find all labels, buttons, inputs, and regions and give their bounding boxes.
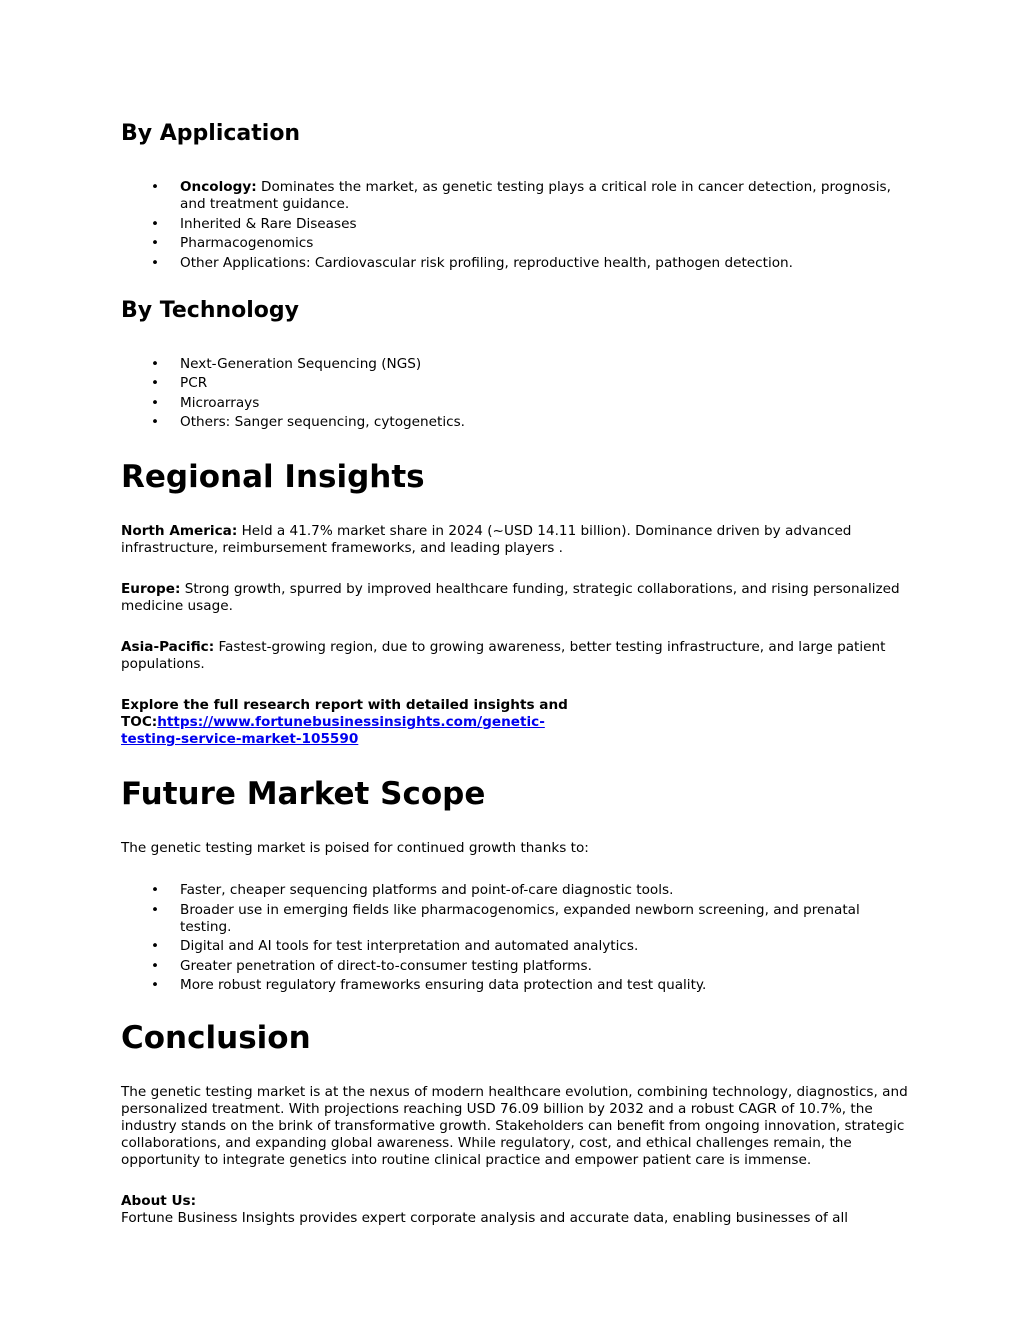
regional-insights-heading: Regional Insights [121,459,425,495]
bullet-icon: • [151,938,160,954]
bullet-icon: • [151,394,160,411]
about-us-text: Fortune Business Insights provides expert corporate analysis and accurate data, enabling businesses of all [121,1210,849,1226]
by-technology-heading: By Technology [121,297,299,323]
bullet-icon: • [151,957,160,974]
list-item: • Pharmacogenomics [151,235,314,251]
north-america-paragraph: North America: Held a 41.7% market share in 2024 (~USD 14.11 billion). Dominance driven by advanced infrastructure, reimbursement frameworks, and leading players . [121,523,852,556]
bullet-icon: • [151,254,160,271]
technology-list [121,356,911,432]
list-item: • Microarrays [151,394,260,411]
bullet-icon: • [151,414,160,430]
list-item: • Oncology: Dominates the market, as genetic testing plays a critical role in cancer detection, prognosis, and treatment guidance. [151,179,891,212]
list-item: • Digital and AI tools for test interpretation and automated analytics. [151,938,639,954]
list-item: • Other Applications: Cardiovascular risk profiling, reproductive health, pathogen detection. [151,254,793,271]
future-market-scope-heading: Future Market Scope [121,776,486,812]
report-link[interactable]: https://www.fortunebusinessinsights.com/genetic-testing-service-market-105590 [121,714,545,747]
list-item: • Inherited & Rare Diseases [151,215,357,232]
bullet-icon: • [151,882,160,898]
list-item: • PCR [151,375,208,391]
application-list [121,179,911,272]
bullet-icon: • [151,375,160,391]
list-item: • Faster, cheaper sequencing platforms and point-of-care diagnostic tools. [151,882,674,898]
bullet-icon: • [151,901,160,918]
future-list [121,882,911,994]
document-content [121,118,911,1227]
bullet-icon: • [151,977,160,993]
conclusion-paragraph: The genetic testing market is at the nexus of modern healthcare evolution, combining technology, diagnostics, and personalized treatment. With projections reaching USD 76.09 billion by 2032 and a robust CAGR of 10.7%, the industry stands on the brink of transformative growth. Stakeholders can benefit from ongoing innovation, strategic collaborations, and expanding global awareness. While regulatory, cost, and ethical challenges remain, the opportunity to integrate genetics into routine clinical practice and empower patient care is immense. [121,1084,908,1168]
by-application-heading: By Application [121,121,301,146]
list-item: • Broader use in emerging fields like pharmacogenomics, expanded newborn screening, and prenatal testing. [151,901,860,935]
explore-report-paragraph: Explore the full research report with detailed insights and TOC:https://www.fortunebusinessinsights.com/genetic-testing-service-market-105590 [121,697,568,747]
europe-paragraph: Europe: Strong growth, spurred by improved healthcare funding, strategic collaborations, and rising personalized medicine usage. [121,581,900,614]
future-intro: The genetic testing market is poised for continued growth thanks to: [121,840,589,856]
list-item: • More robust regulatory frameworks ensuring data protection and test quality. [151,977,707,993]
list-item: • Others: Sanger sequencing, cytogenetics. [151,414,465,430]
list-item: • Greater penetration of direct-to-consumer testing platforms. [151,957,592,974]
bullet-icon: • [151,179,160,195]
bullet-icon: • [151,355,160,372]
bullet-icon: • [151,215,160,232]
list-item: • Next-Generation Sequencing (NGS) [151,355,422,372]
bullet-icon: • [151,235,160,251]
about-us-heading: About Us: [121,1193,197,1209]
conclusion-heading: Conclusion [121,1020,311,1056]
asia-pacific-paragraph: Asia-Pacific: Fastest-growing region, due to growing awareness, better testing infrastructure, and large patient populations. [121,639,886,672]
